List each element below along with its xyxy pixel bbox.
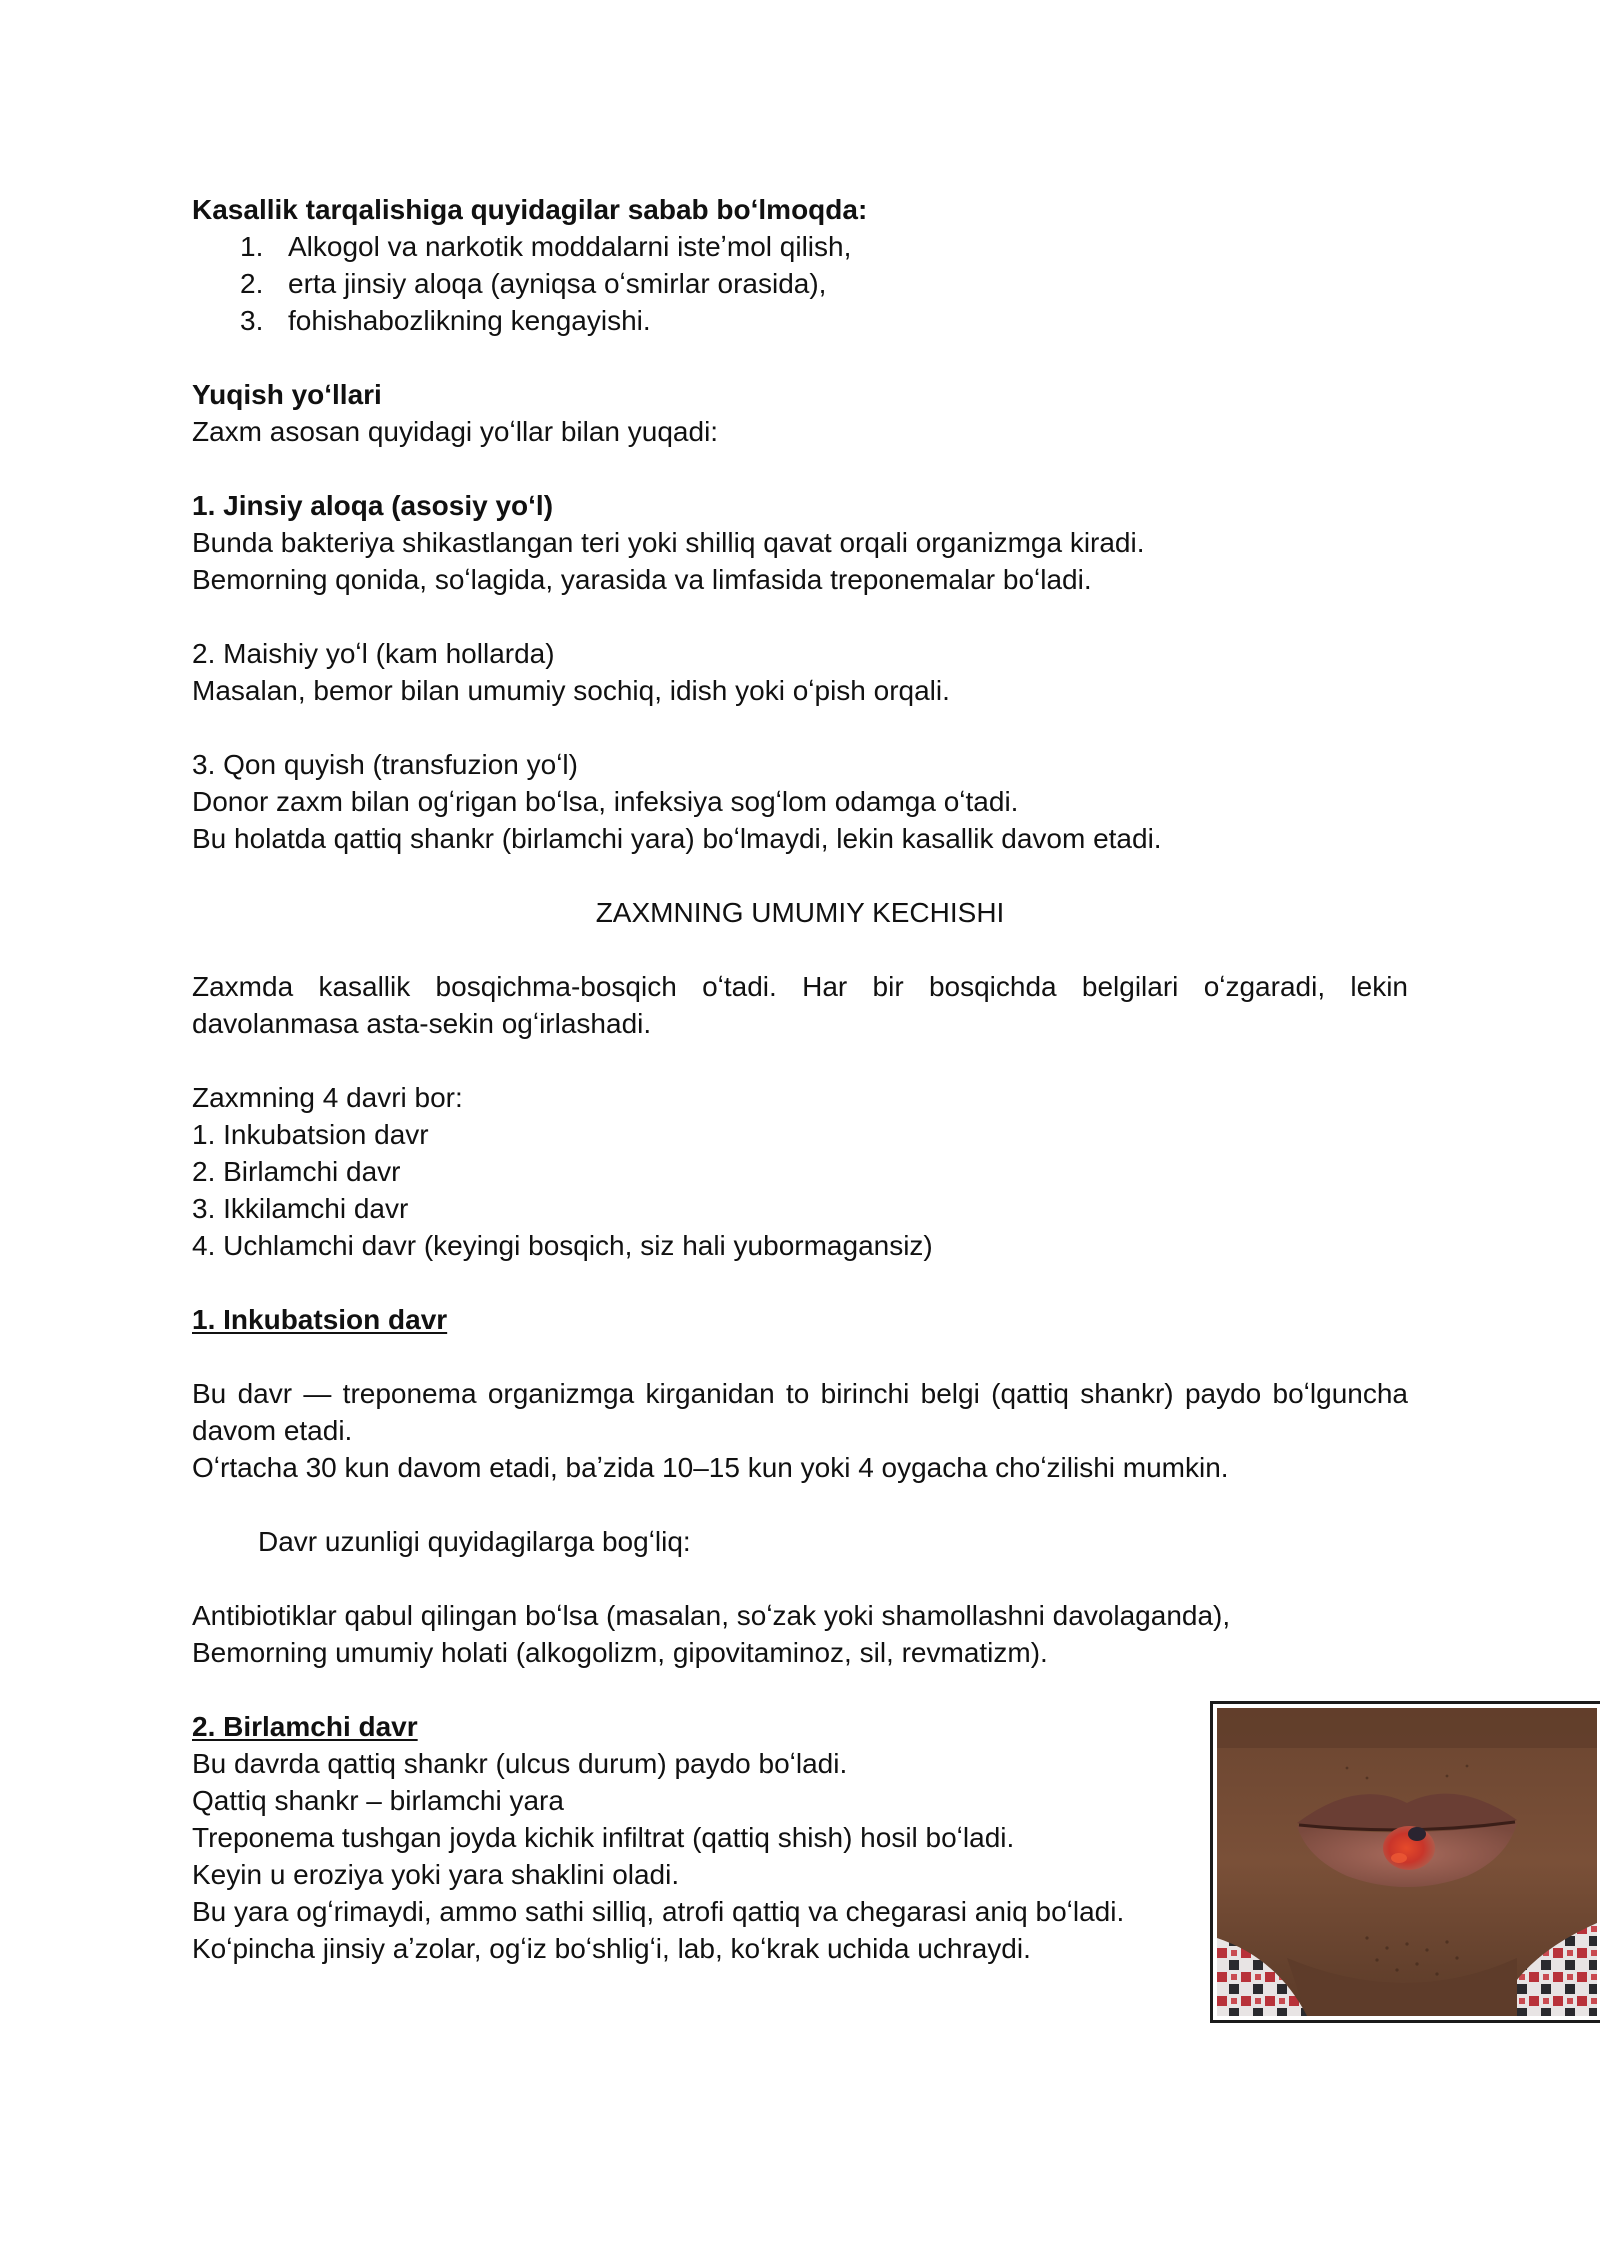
incubation-heading: 1. Inkubatsion davr <box>192 1304 448 1335</box>
routes-intro: Zaxm asosan quyidagi yoʻllar bilan yuqadi: <box>192 416 719 447</box>
list-item <box>192 228 1408 265</box>
incubation-duration: Oʻrtacha 30 kun davom etadi, baʼzida 10–15 kun yoki 4 oygacha choʻzilishi mumkin. <box>192 1452 1229 1483</box>
route-2-text: Masalan, bemor bilan umumiy sochiq, idish yoki oʻpish orqali. <box>192 675 950 706</box>
period-item: 2. Birlamchi davr <box>192 1156 401 1187</box>
section-title: ZAXMNING UMUMIY KECHISHI <box>595 897 1005 928</box>
routes-heading: Yuqish yoʻllari <box>192 379 382 410</box>
lip-chancre-photo <box>1210 1701 1600 2023</box>
period-item: 1. Inkubatsion davr <box>192 1119 429 1150</box>
route-3-title: 3. Qon quyish (transfuzion yoʻl) <box>192 749 578 780</box>
list-text: fohishabozlikning kengayishi. <box>288 305 651 336</box>
primary-heading: 2. Birlamchi davr <box>192 1711 418 1742</box>
course-paragraph: Zaxmda kasallik bosqichma-bosqich oʻtadi. Har bir bosqichda belgilari oʻzgaradi, lekin davolanmasa asta-sekin ogʻirlashadi. <box>192 971 1408 1039</box>
periods-intro: Zaxmning 4 davri bor: <box>192 1082 463 1113</box>
incubation-factor: Antibiotiklar qabul qilingan boʻlsa (masalan, soʻzak yoki shamollashni davolaganda), <box>192 1600 1231 1631</box>
period-item: 4. Uchlamchi davr (keyingi bosqich, siz hali yubormagansiz) <box>192 1230 933 1261</box>
route-1-text: Bunda bakteriya shikastlangan teri yoki shilliq qavat orqali organizmga kiradi. <box>192 527 1145 558</box>
causes-heading: Kasallik tarqalishiga quyidagilar sabab boʻlmoqda: <box>192 194 868 225</box>
list-number: 3. <box>240 305 264 336</box>
incubation-factor: Bemorning umumiy holati (alkogolizm, gipovitaminoz, sil, revmatizm). <box>192 1637 1048 1668</box>
causes-list <box>192 228 1408 339</box>
primary-line: Qattiq shankr – birlamchi yara <box>192 1785 564 1816</box>
list-item <box>192 265 1408 302</box>
photo-image <box>1217 1708 1597 2016</box>
route-1-title: 1. Jinsiy aloqa (asosiy yoʻl) <box>192 490 554 521</box>
primary-line: Treponema tushgan joyda kichik infiltrat (qattiq shish) hosil boʻladi. <box>192 1822 1015 1853</box>
list-number: 1. <box>240 231 264 262</box>
incubation-depends: Davr uzunligi quyidagilarga bogʻliq: <box>258 1526 691 1557</box>
list-text: Alkogol va narkotik moddalarni isteʼmol qilish, <box>288 231 852 262</box>
route-1-text: Bemorning qonida, soʻlagida, yarasida va limfasida treponemalar boʻladi. <box>192 564 1092 595</box>
list-number: 2. <box>240 268 264 299</box>
route-3-text: Donor zaxm bilan ogʻrigan boʻlsa, infeksiya sogʻlom odamga oʻtadi. <box>192 786 1019 817</box>
primary-line: Keyin u eroziya yoki yara shaklini oladi. <box>192 1859 680 1890</box>
primary-line: Koʻpincha jinsiy aʼzolar, ogʻiz boʻshligʻi, lab, koʻkrak uchida uchraydi. <box>192 1933 1031 1964</box>
route-3-text: Bu holatda qattiq shankr (birlamchi yara) boʻlmaydi, lekin kasallik davom etadi. <box>192 823 1162 854</box>
period-item: 3. Ikkilamchi davr <box>192 1193 409 1224</box>
list-item <box>192 302 1408 339</box>
route-2-title: 2. Maishiy yoʻl (kam hollarda) <box>192 638 555 669</box>
list-text: erta jinsiy aloqa (ayniqsa oʻsmirlar orasida), <box>288 268 827 299</box>
primary-line: Bu yara ogʻrimaydi, ammo sathi silliq, atrofi qattiq va chegarasi aniq boʻladi. <box>192 1896 1125 1927</box>
primary-line: Bu davrda qattiq shankr (ulcus durum) paydo boʻladi. <box>192 1748 848 1779</box>
incubation-paragraph: Bu davr — treponema organizmga kirganidan to birinchi belgi (qattiq shankr) paydo boʻlguncha davom etadi. <box>192 1378 1408 1446</box>
